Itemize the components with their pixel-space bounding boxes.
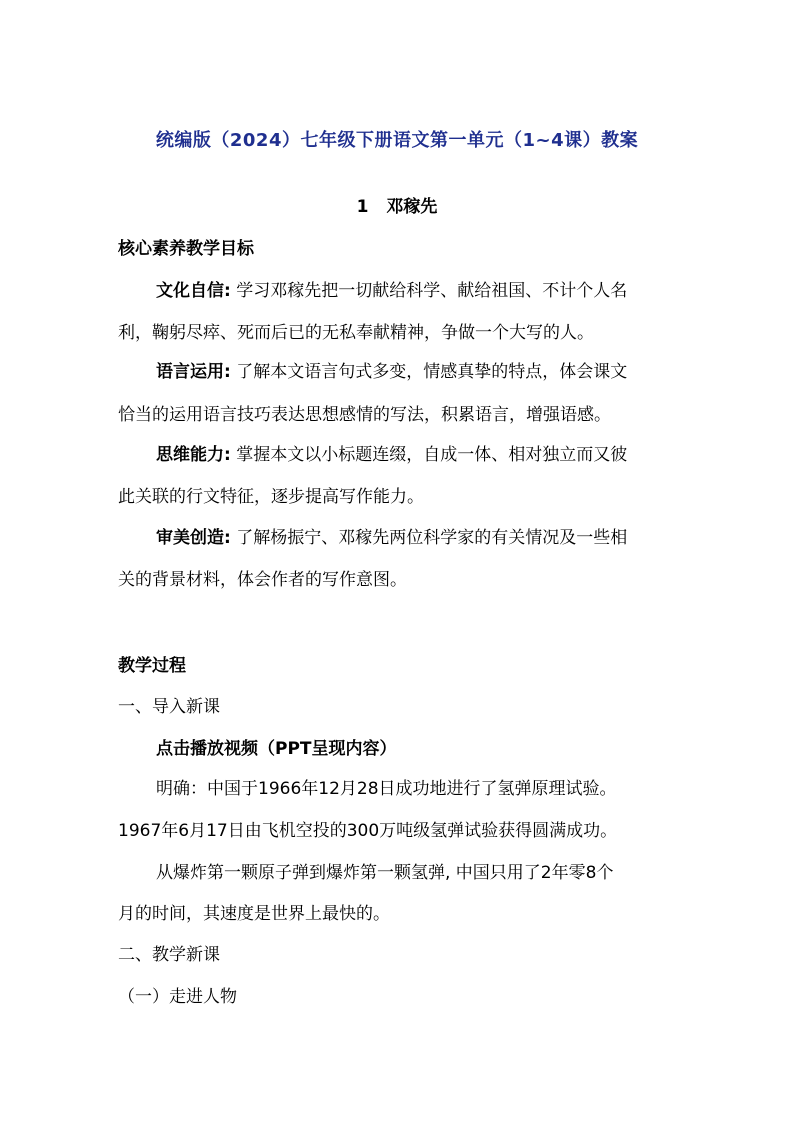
goal-thinking-line1 bbox=[156, 440, 627, 465]
goal-culture-label: 文化自信: bbox=[156, 281, 231, 301]
goal-language-line2: 恰当的运用语言技巧表达思想感情的写法，积累语言，增强语感。 bbox=[118, 405, 611, 425]
lesson-name: 邓稼先 bbox=[386, 197, 438, 217]
goal-culture-line1 bbox=[156, 276, 627, 301]
document-title: 统编版（2024）七年级下册语文第一单元（1~4课）教案 bbox=[155, 130, 639, 151]
goal-language-text: 了解本文语言句式多变，情感真挚的特点，体会课文 bbox=[236, 362, 628, 382]
goal-culture-text: 学习邓稼先把一切献给科学、献给祖国、不计个人名 bbox=[236, 281, 628, 301]
goal-language-label: 语言运用: bbox=[156, 362, 231, 382]
goal-thinking-text: 掌握本文以小标题连缀，自成一体、相对独立而又彼 bbox=[236, 445, 628, 465]
goal-culture-line2: 利，鞠躬尽瘁、死而后已的无私奉献精神，争做一个大写的人。 bbox=[118, 323, 594, 343]
lesson-number: 1 bbox=[356, 197, 369, 217]
subsection-people-heading: （一）走进人物 bbox=[118, 987, 237, 1007]
goals-heading: 核心素养教学目标 bbox=[118, 239, 254, 259]
clarify-line1: 明确：中国于1966年12月28日成功地进行了氢弹原理试验。 bbox=[156, 779, 617, 799]
video-label: 点击播放视频（PPT呈现内容） bbox=[156, 739, 397, 759]
goal-aesthetic-label: 审美创造: bbox=[156, 528, 231, 548]
process-heading: 教学过程 bbox=[118, 656, 186, 676]
goal-aesthetic-text: 了解杨振宁、邓稼先两位科学家的有关情况及一些相 bbox=[236, 528, 628, 548]
goal-language-line1 bbox=[156, 357, 627, 382]
goal-thinking-line2: 此关联的行文特征，逐步提高写作能力。 bbox=[118, 487, 424, 507]
paragraph-line2: 月的时间，其速度是世界上最快的。 bbox=[118, 904, 390, 924]
section-teaching-heading: 二、教学新课 bbox=[118, 945, 220, 965]
section-intro-heading: 一、导入新课 bbox=[118, 697, 220, 717]
goal-thinking-label: 思维能力: bbox=[156, 445, 231, 465]
goal-aesthetic-line2: 关的背景材料，体会作者的写作意图。 bbox=[118, 570, 407, 590]
goal-aesthetic-line1 bbox=[156, 523, 627, 548]
clarify-line2: 1967年6月17日由飞机空投的300万吨级氢弹试验获得圆满成功。 bbox=[118, 821, 618, 841]
lesson-heading bbox=[0, 192, 794, 217]
paragraph-line1: 从爆炸第一颗原子弹到爆炸第一颗氢弹, 中国只用了2年零8个 bbox=[156, 863, 614, 883]
